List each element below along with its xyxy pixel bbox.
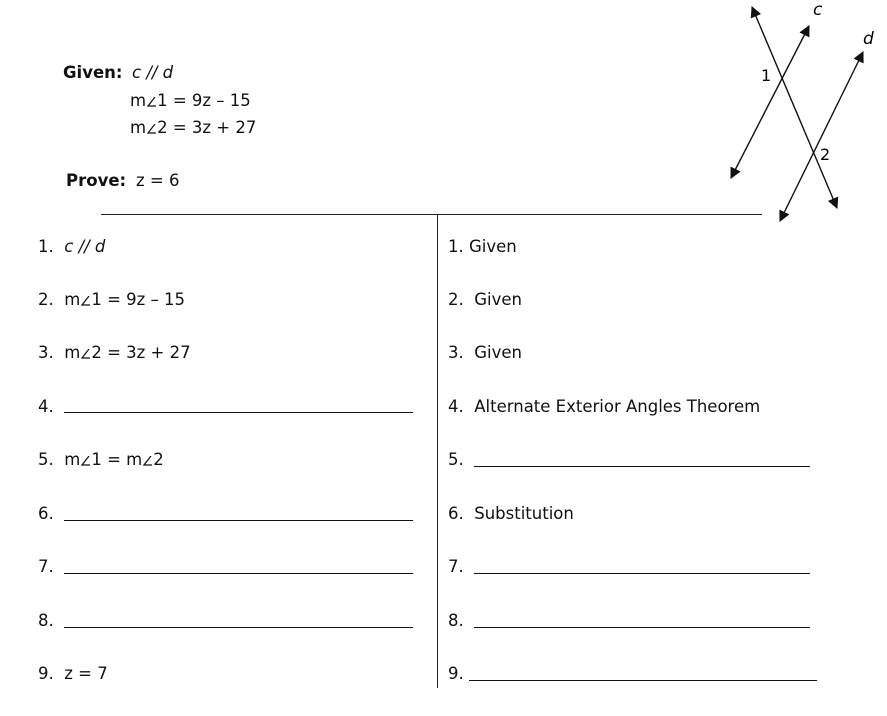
label-angle-2: 2 [820,145,831,164]
transversal [752,7,837,208]
label-c: c [813,0,823,20]
angle-icon [147,124,156,134]
given-statement: c // d [132,63,174,82]
statement-row: 9. z = 7 [38,664,108,683]
reason-row: 8. [448,611,464,630]
given-label: Given: [63,63,123,82]
statement-row: 7. [38,557,54,576]
statement-row: 4. [38,397,54,416]
statement-row: 2. m 1 = 9z – 15 [38,290,186,309]
statement-row: 5. m 1 = m 2 [38,450,164,469]
prove-label: Prove: [66,171,127,190]
statement-blank[interactable] [64,412,413,413]
reason-row: 5. [448,450,464,469]
reason-row: 6. Substitution [448,504,574,523]
reason-row: 2. Given [448,290,522,309]
reason-blank[interactable] [474,466,810,467]
angle-icon [143,456,152,466]
reason-row: 3. Given [448,343,522,362]
label-angle-1: 1 [761,66,772,85]
given-angle-2: m 2 = 3z + 27 [130,118,257,137]
statement-row: 8. [38,611,54,630]
statement-row: 6. [38,504,54,523]
reason-row: 1. Given [448,237,517,256]
reason-blank[interactable] [469,680,817,681]
reason-row: 9. [448,664,464,683]
reason-row: 7. [448,557,464,576]
angle-icon [81,456,90,466]
reason-row: 4. Alternate Exterior Angles Theorem [448,397,761,416]
angle-icon [81,349,90,359]
statement-row: 3. m 2 = 3z + 27 [38,343,191,362]
prove-statement: z = 6 [136,171,180,190]
proof-table-top-rule [101,214,762,215]
statement-blank[interactable] [64,520,413,521]
angle-icon [147,97,156,107]
angle-icon [81,296,90,306]
statement-blank[interactable] [64,573,413,574]
statement-blank[interactable] [64,627,413,628]
reason-blank[interactable] [474,573,810,574]
parallel-lines-figure [715,0,887,225]
proof-table-divider [437,215,438,688]
statement-row: 1. c // d [38,237,106,256]
label-d: d [863,29,874,49]
reason-blank[interactable] [474,627,810,628]
given-angle-1: m 1 = 9z – 15 [130,91,251,110]
line-d [780,52,863,221]
